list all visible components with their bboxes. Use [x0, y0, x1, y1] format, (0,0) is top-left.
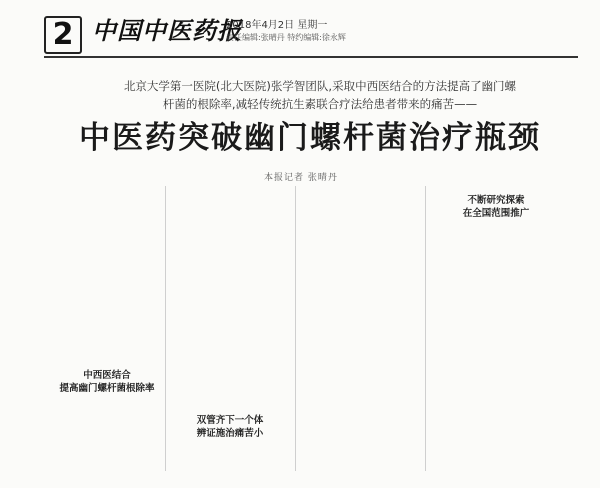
subhead-3-line-2: 在全国范围推广 — [462, 208, 530, 219]
page-number: 2 — [44, 16, 82, 54]
column-divider — [425, 186, 426, 471]
body-column-4 — [430, 186, 562, 476]
body-text-block — [430, 226, 562, 476]
issue-date: 2018年4月2日 星期一 — [226, 20, 328, 31]
lead-line-1: 北京大学第一医院(北大医院)张学智团队,采取中西医结合的方法提高了幽门螺 — [123, 79, 517, 93]
body-text-block — [170, 448, 290, 476]
editors-line: 责任编辑:张晴丹 特约编辑:徐永辉 — [226, 33, 346, 42]
body-text-block — [52, 186, 162, 363]
body-column-3 — [300, 186, 420, 476]
subhead-2-line-2: 辨证施治痛苦小 — [196, 428, 264, 439]
subhead-3 — [430, 194, 562, 220]
subhead-3-line-1: 不断研究探索 — [467, 195, 525, 206]
subhead-2 — [170, 414, 290, 440]
body-column-2 — [170, 186, 290, 476]
body-text-block — [300, 186, 420, 472]
subhead-1-line-1: 中西医结合 — [83, 370, 131, 381]
column-divider — [165, 186, 166, 471]
lead-line-2: 杆菌的根除率,减轻传统抗生素联合疗法给患者带来的痛苦—— — [162, 97, 478, 111]
masthead-rule — [44, 56, 578, 58]
subhead-1 — [52, 369, 162, 395]
body-text-block — [52, 401, 162, 476]
article-title: 中医药突破幽门螺杆菌治疗瓶颈 — [79, 120, 541, 156]
body-column-1 — [52, 186, 162, 476]
body-text-block — [170, 186, 290, 406]
subhead-2-line-1: 双管齐下一个体 — [196, 415, 264, 426]
column-divider — [295, 186, 296, 471]
byline: 本报记者 张晴丹 — [264, 173, 338, 183]
newspaper-name: 中国中医药报 — [92, 16, 242, 45]
subhead-1-line-2: 提高幽门螺杆菌根除率 — [59, 383, 155, 394]
